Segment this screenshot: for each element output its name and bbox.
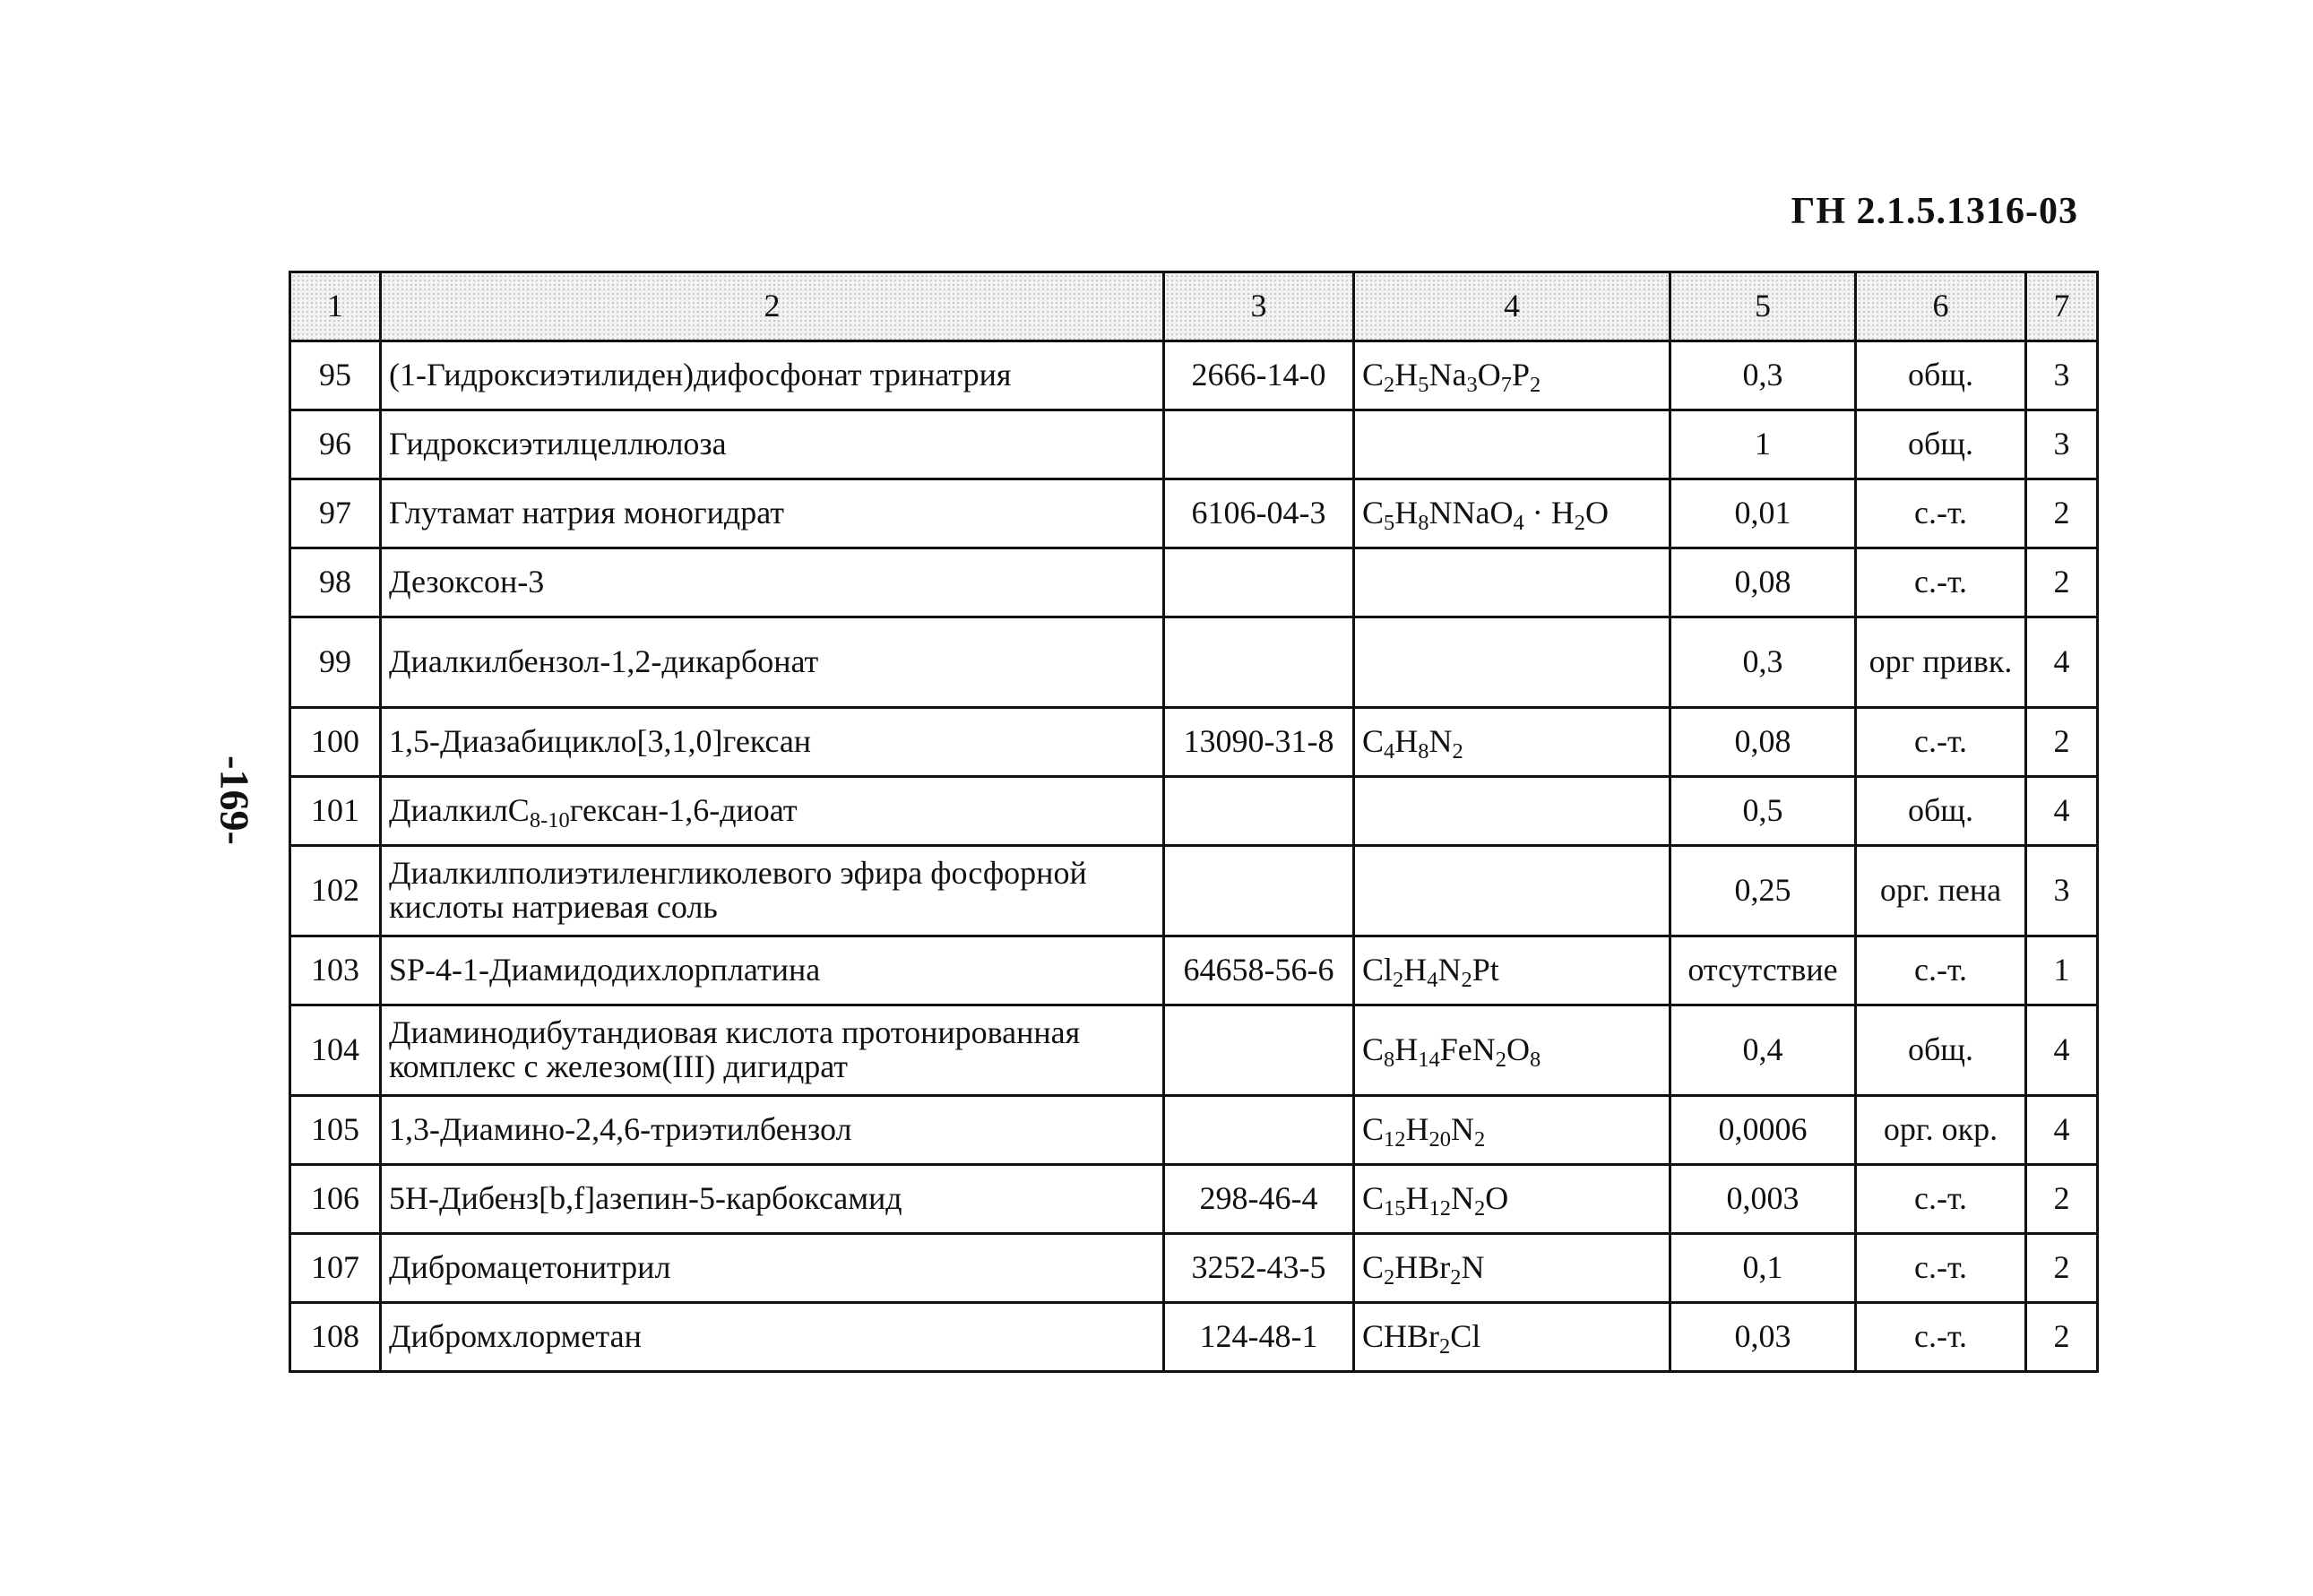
hazard-class: 4 bbox=[2026, 1005, 2098, 1096]
table-row bbox=[290, 936, 2098, 1005]
chemical-formula: $C_5H_8NNaO_4 \cdot H_2O$ bbox=[1354, 479, 1670, 548]
substance-name: (1-Гидроксиэтилиден)дифосфонат тринатрия bbox=[381, 341, 1164, 410]
substance-name: Дезоксон-3 bbox=[381, 548, 1164, 617]
row-number: 107 bbox=[290, 1234, 381, 1303]
chemical-formula: $C_8H_{14}FeN_2O_8$ bbox=[1354, 1005, 1670, 1096]
row-number: 98 bbox=[290, 548, 381, 617]
chemical-formula bbox=[1354, 548, 1670, 617]
chemical-formula: $C_{15}H_{12}N_2O$ bbox=[1354, 1165, 1670, 1234]
hazard-class: 3 bbox=[2026, 341, 2098, 410]
column-header: 2 bbox=[381, 272, 1164, 341]
table-row bbox=[290, 1096, 2098, 1165]
hazard-class: 2 bbox=[2026, 1234, 2098, 1303]
column-header: 1 bbox=[290, 272, 381, 341]
column-header: 5 bbox=[1670, 272, 1856, 341]
hazard-class: 2 bbox=[2026, 1303, 2098, 1372]
row-number: 95 bbox=[290, 341, 381, 410]
cas-number: 2666-14-0 bbox=[1164, 341, 1354, 410]
harm-indicator: орг привк. bbox=[1856, 617, 2026, 708]
substance-name: Дибромхлорметан bbox=[381, 1303, 1164, 1372]
limit-value: 1 bbox=[1670, 410, 1856, 479]
harm-indicator: с.-т. bbox=[1856, 1303, 2026, 1372]
harm-indicator: с.-т. bbox=[1856, 1234, 2026, 1303]
chemical-formula bbox=[1354, 410, 1670, 479]
substance-name: SP-4-1-Диамидодихлорплатина bbox=[381, 936, 1164, 1005]
chemical-formula: $Cl_2H_4N_2Pt$ bbox=[1354, 936, 1670, 1005]
harm-indicator: общ. bbox=[1856, 777, 2026, 846]
hazard-class: 1 bbox=[2026, 936, 2098, 1005]
cas-number bbox=[1164, 1096, 1354, 1165]
chemical-formula: CHBr$_2$Cl bbox=[1354, 1303, 1670, 1372]
substance-name: 1,5-Диазабицикло[3,1,0]гексан bbox=[381, 708, 1164, 777]
chemical-formula bbox=[1354, 777, 1670, 846]
limit-value: 0,03 bbox=[1670, 1303, 1856, 1372]
substance-name: Дибромацетонитрил bbox=[381, 1234, 1164, 1303]
substance-name: 1,3-Диамино-2,4,6-триэтилбензол bbox=[381, 1096, 1164, 1165]
limit-value: 0,0006 bbox=[1670, 1096, 1856, 1165]
limit-value: 0,003 bbox=[1670, 1165, 1856, 1234]
row-number: 106 bbox=[290, 1165, 381, 1234]
harm-indicator: общ. bbox=[1856, 341, 2026, 410]
hazard-class: 2 bbox=[2026, 708, 2098, 777]
limit-value: 0,08 bbox=[1670, 708, 1856, 777]
harm-indicator: с.-т. bbox=[1856, 708, 2026, 777]
column-header: 6 bbox=[1856, 272, 2026, 341]
substance-name: ДиалкилC$_{8-10}$гексан-1,6-диоат bbox=[381, 777, 1164, 846]
cas-number bbox=[1164, 777, 1354, 846]
limit-value: 0,4 bbox=[1670, 1005, 1856, 1096]
chemical-formula: $C_2H_5Na_3O_7P_2$ bbox=[1354, 341, 1670, 410]
limit-value: 0,3 bbox=[1670, 341, 1856, 410]
table-row bbox=[290, 548, 2098, 617]
cas-number: 64658-56-6 bbox=[1164, 936, 1354, 1005]
substance-name: Глутамат натрия моногидрат bbox=[381, 479, 1164, 548]
harm-indicator: общ. bbox=[1856, 1005, 2026, 1096]
row-number: 104 bbox=[290, 1005, 381, 1096]
harm-indicator: орг. пена bbox=[1856, 846, 2026, 936]
harm-indicator: орг. окр. bbox=[1856, 1096, 2026, 1165]
limit-value: 0,3 bbox=[1670, 617, 1856, 708]
table-row bbox=[290, 479, 2098, 548]
limit-value: 0,01 bbox=[1670, 479, 1856, 548]
row-number: 102 bbox=[290, 846, 381, 936]
hazard-class: 2 bbox=[2026, 1165, 2098, 1234]
limit-value: 0,1 bbox=[1670, 1234, 1856, 1303]
header-row bbox=[290, 272, 2098, 341]
hazard-class: 4 bbox=[2026, 777, 2098, 846]
cas-number bbox=[1164, 410, 1354, 479]
hazard-class: 3 bbox=[2026, 410, 2098, 479]
row-number: 103 bbox=[290, 936, 381, 1005]
table-row bbox=[290, 341, 2098, 410]
hazard-class: 2 bbox=[2026, 479, 2098, 548]
limit-value: 0,25 bbox=[1670, 846, 1856, 936]
chemical-formula: $C_2HBr_2N$ bbox=[1354, 1234, 1670, 1303]
table-row bbox=[290, 1234, 2098, 1303]
row-number: 96 bbox=[290, 410, 381, 479]
column-header: 4 bbox=[1354, 272, 1670, 341]
table-row bbox=[290, 777, 2098, 846]
page-number: -169- bbox=[211, 755, 258, 845]
table-row bbox=[290, 1005, 2098, 1096]
limit-value: отсутствие bbox=[1670, 936, 1856, 1005]
document-code: ГН 2.1.5.1316-03 bbox=[1791, 191, 2078, 232]
substances-table bbox=[289, 271, 2099, 1373]
row-number: 97 bbox=[290, 479, 381, 548]
cas-number: 124-48-1 bbox=[1164, 1303, 1354, 1372]
row-number: 99 bbox=[290, 617, 381, 708]
harm-indicator: с.-т. bbox=[1856, 936, 2026, 1005]
table-row bbox=[290, 617, 2098, 708]
hazard-class: 4 bbox=[2026, 1096, 2098, 1165]
harm-indicator: общ. bbox=[1856, 410, 2026, 479]
substance-name: 5H-Дибенз[b,f]азепин-5-карбоксамид bbox=[381, 1165, 1164, 1234]
cas-number: 298-46-4 bbox=[1164, 1165, 1354, 1234]
table-row bbox=[290, 1303, 2098, 1372]
row-number: 108 bbox=[290, 1303, 381, 1372]
row-number: 105 bbox=[290, 1096, 381, 1165]
cas-number bbox=[1164, 548, 1354, 617]
substance-name: Диалкилбензол-1,2-дикарбонат bbox=[381, 617, 1164, 708]
table-row bbox=[290, 1165, 2098, 1234]
chemical-formula: $C_{12}H_{20}N_2$ bbox=[1354, 1096, 1670, 1165]
cas-number: 13090-31-8 bbox=[1164, 708, 1354, 777]
table-row bbox=[290, 410, 2098, 479]
hazard-class: 3 bbox=[2026, 846, 2098, 936]
cas-number bbox=[1164, 617, 1354, 708]
harm-indicator: с.-т. bbox=[1856, 548, 2026, 617]
column-header: 3 bbox=[1164, 272, 1354, 341]
row-number: 101 bbox=[290, 777, 381, 846]
cas-number bbox=[1164, 846, 1354, 936]
table-body bbox=[290, 341, 2098, 1372]
chemical-formula bbox=[1354, 617, 1670, 708]
hazard-class: 2 bbox=[2026, 548, 2098, 617]
table-row bbox=[290, 708, 2098, 777]
chemical-formula bbox=[1354, 846, 1670, 936]
substance-name: Диалкилполиэтиленгликолевого эфира фосфорной кислоты натриевая соль bbox=[381, 846, 1164, 936]
row-number: 100 bbox=[290, 708, 381, 777]
substance-name: Диаминодибутандиовая кислота протонированная комплекс с железом(III) дигидрат bbox=[381, 1005, 1164, 1096]
hazard-class: 4 bbox=[2026, 617, 2098, 708]
harm-indicator: с.-т. bbox=[1856, 479, 2026, 548]
cas-number: 6106-04-3 bbox=[1164, 479, 1354, 548]
cas-number: 3252-43-5 bbox=[1164, 1234, 1354, 1303]
column-header: 7 bbox=[2026, 272, 2098, 341]
substance-name: Гидроксиэтилцеллюлоза bbox=[381, 410, 1164, 479]
harm-indicator: с.-т. bbox=[1856, 1165, 2026, 1234]
limit-value: 0,08 bbox=[1670, 548, 1856, 617]
limit-value: 0,5 bbox=[1670, 777, 1856, 846]
cas-number bbox=[1164, 1005, 1354, 1096]
table-row bbox=[290, 846, 2098, 936]
chemical-formula: $C_4H_8N_2$ bbox=[1354, 708, 1670, 777]
